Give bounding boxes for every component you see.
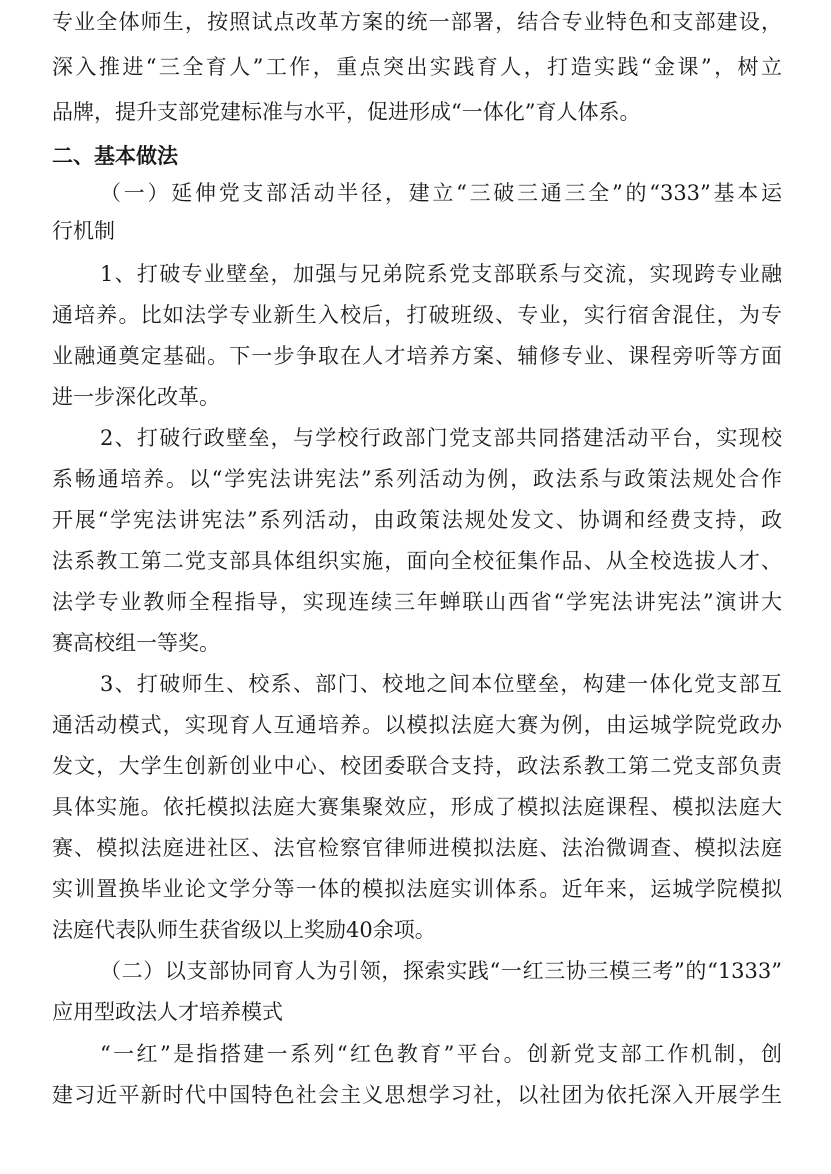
paragraph-line: 开展“学宪法讲宪法”系列活动，由政策法规处发文、协调和经费支持，政 [52,508,782,532]
paragraph-line: 具体实施。依托模拟法庭大赛集聚效应，形成了模拟法庭课程、模拟法庭大 [52,795,782,819]
paragraph-line: 品牌，提升支部党建标准与水平，促进形成“一体化”育人体系。 [52,100,641,124]
paragraph-line: 3、打破师生、校系、部门、校地之间本位壁垒，构建一体化党支部互 [100,672,782,696]
paragraph-line: 通活动模式，实现育人互通培养。以模拟法庭大赛为例，由运城学院党政办 [52,713,782,737]
subsection-heading: 应用型政法人才培养模式 [52,1000,283,1024]
paragraph-line: 法学专业教师全程指导，实现连续三年蝉联山西省“学宪法讲宪法”演讲大 [52,590,782,614]
paragraph-line: 赛高校组一等奖。 [52,631,220,655]
paragraph-line: “一红”是指搭建一系列“红色教育”平台。创新党支部工作机制，创 [100,1042,782,1066]
paragraph-line: 实训置换毕业论文学分等一体的模拟法庭实训体系。近年来，运城学院模拟 [52,877,782,901]
paragraph-line: 建习近平新时代中国特色社会主义思想学习社，以社团为依托深入开展学生 [52,1083,782,1107]
paragraph-line: 法庭代表队师生获省级以上奖励40余项。 [52,918,436,942]
paragraph-line: 1、打破专业壁垒，加强与兄弟院系党支部联系与交流，实现跨专业融 [100,262,782,286]
subsection-heading: （二）以支部协同育人为引领，探索实践“一红三协三模三考”的“1333” [100,959,782,983]
subsection-heading: 行机制 [52,219,115,243]
paragraph-line: 进一步深化改革。 [52,385,220,409]
paragraph-line: 2、打破行政壁垒，与学校行政部门党支部共同搭建活动平台，实现校 [100,426,782,450]
paragraph-line: 通培养。比如法学专业新生入校后，打破班级、专业，实行宿舍混住，为专 [52,303,782,327]
paragraph-line: 发文，大学生创新创业中心、校团委联合支持，政法系教工第二党支部负责 [52,754,782,778]
paragraph-line: 业融通奠定基础。下一步争取在人才培养方案、辅修专业、课程旁听等方面 [52,344,782,368]
paragraph-line: 深入推进“三全育人”工作，重点突出实践育人，打造实践“金课”，树立 [52,55,782,79]
section-heading: 二、基本做法 [52,144,178,168]
paragraph-line: 系畅通培养。以“学宪法讲宪法”系列活动为例，政法系与政策法规处合作 [52,467,782,491]
paragraph-line: 专业全体师生，按照试点改革方案的统一部署，结合专业特色和支部建设， [52,10,782,34]
subsection-heading: （一）延伸党支部活动半径，建立“三破三通三全”的“333”基本运 [100,181,782,205]
paragraph-line: 赛、模拟法庭进社区、法官检察官律师进模拟法庭、法治微调查、模拟法庭 [52,836,782,860]
paragraph-line: 法系教工第二党支部具体组织实施，面向全校征集作品、从全校选拔人才、 [52,549,782,573]
